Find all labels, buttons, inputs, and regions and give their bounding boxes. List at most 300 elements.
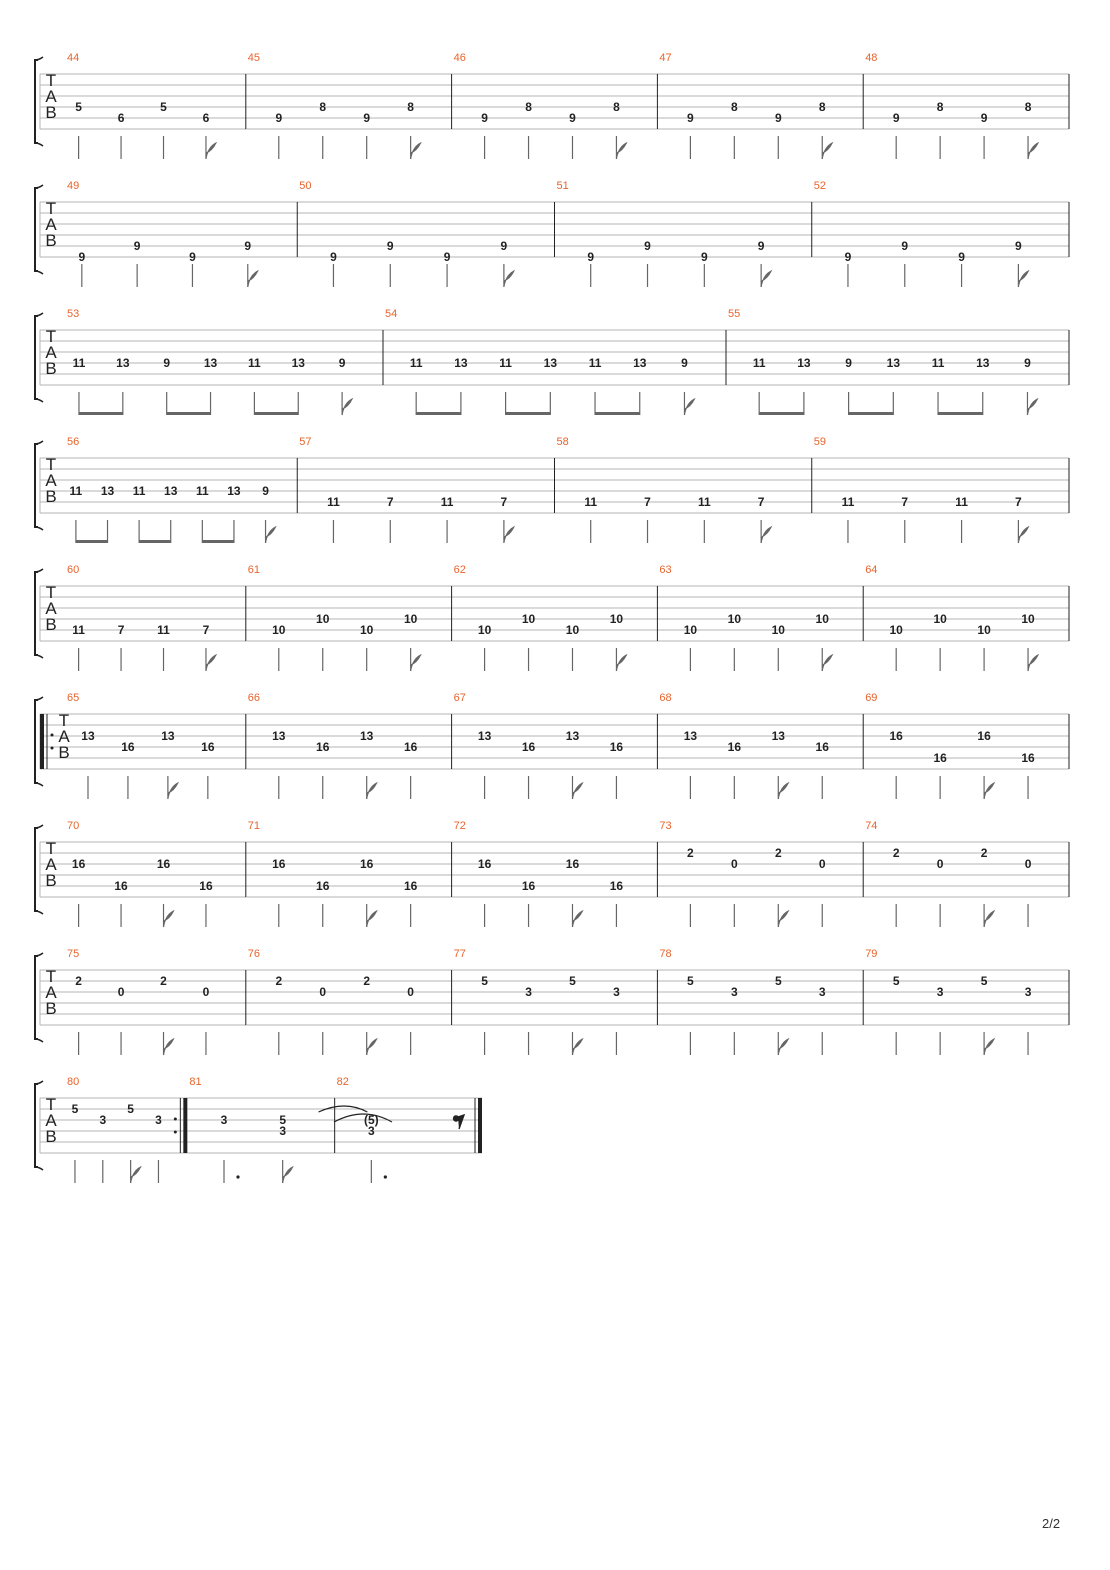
fret-number: 9 bbox=[844, 250, 852, 264]
fret-number: 9 bbox=[901, 239, 909, 253]
eighth-flag bbox=[1028, 143, 1038, 159]
measure-number: 65 bbox=[67, 692, 80, 704]
measure-number: 56 bbox=[67, 436, 80, 448]
eighth-flag bbox=[131, 1167, 141, 1183]
bracket-hook-bottom bbox=[35, 911, 43, 914]
fret-number: 10 bbox=[727, 612, 742, 626]
fret-number: 8 bbox=[936, 100, 944, 114]
measure-number: 47 bbox=[659, 52, 672, 64]
fret-number: 0 bbox=[407, 985, 414, 999]
fret-number: 3 bbox=[99, 1113, 107, 1127]
fret-number: 9 bbox=[133, 239, 141, 253]
fret-number: 2 bbox=[687, 846, 694, 860]
fret-number: 10 bbox=[272, 623, 286, 637]
beam bbox=[849, 412, 894, 415]
fret-number: 9 bbox=[845, 356, 852, 370]
fret-number: 3 bbox=[936, 985, 944, 999]
measure-number: 81 bbox=[189, 1076, 202, 1088]
eighth-flag bbox=[822, 143, 832, 159]
dot bbox=[384, 1175, 387, 1178]
measure-number: 58 bbox=[556, 436, 569, 448]
final-thick-bar bbox=[478, 1098, 482, 1153]
beam bbox=[79, 412, 123, 415]
measure-number: 77 bbox=[453, 948, 466, 960]
fret-number: 16 bbox=[316, 879, 330, 893]
fret-number: 9 bbox=[386, 239, 394, 253]
eighth-flag bbox=[1027, 399, 1037, 415]
fret-number: 13 bbox=[360, 729, 374, 743]
fret-number: 11 bbox=[157, 623, 170, 637]
fret-number: 13 bbox=[227, 484, 241, 498]
measure-number: 71 bbox=[247, 820, 261, 832]
dot bbox=[236, 1175, 239, 1178]
fret-number: 6 bbox=[202, 111, 210, 125]
eighth-flag bbox=[984, 783, 994, 799]
eighth-flag bbox=[684, 399, 694, 415]
fret-number: 16 bbox=[71, 857, 86, 871]
fret-number: 16 bbox=[403, 879, 418, 893]
fret-number: 5 bbox=[279, 1113, 287, 1127]
eighth-flag bbox=[616, 143, 626, 159]
fret-number: 13 bbox=[683, 729, 698, 743]
tab-clef-letter: B bbox=[45, 1127, 57, 1146]
fret-number: 3 bbox=[818, 985, 826, 999]
measure-number: 55 bbox=[728, 308, 741, 320]
fret-number: 16 bbox=[565, 857, 580, 871]
fret-number: 3 bbox=[155, 1113, 162, 1127]
fret-number: 0 bbox=[818, 857, 826, 871]
fret-number: 16 bbox=[403, 740, 418, 754]
bracket-hook-top bbox=[35, 57, 43, 60]
fret-number: 3 bbox=[220, 1113, 228, 1127]
bracket-hook-bottom bbox=[35, 783, 43, 786]
eighth-flag bbox=[164, 911, 174, 927]
tab-system bbox=[35, 180, 1069, 287]
measure-number: 67 bbox=[453, 692, 466, 704]
eighth-flag bbox=[504, 527, 514, 543]
system-bracket bbox=[35, 60, 38, 143]
bracket-hook-top bbox=[35, 697, 43, 700]
tab-clef-letter: T bbox=[58, 711, 70, 730]
fret-number: 11 bbox=[752, 356, 766, 370]
eighth-flag bbox=[411, 143, 421, 159]
fret-number: 9 bbox=[681, 356, 688, 370]
fret-number: 10 bbox=[771, 623, 785, 637]
repeat-dot bbox=[51, 734, 54, 737]
fret-number: 11 bbox=[588, 356, 602, 370]
fret-number: 2 bbox=[980, 846, 988, 860]
measure-number: 75 bbox=[67, 948, 80, 960]
fret-number: 7 bbox=[644, 495, 651, 509]
measure-number: 69 bbox=[865, 692, 878, 704]
tab-clef-letter: B bbox=[45, 487, 57, 506]
fret-number: 10 bbox=[316, 612, 330, 626]
fret-number: 10 bbox=[933, 612, 947, 626]
fret-number: 9 bbox=[1015, 239, 1022, 253]
fret-number: 10 bbox=[360, 623, 374, 637]
fret-number: 13 bbox=[454, 356, 468, 370]
eighth-flag bbox=[367, 1039, 377, 1055]
fret-number: 0 bbox=[319, 985, 327, 999]
eighth-flag bbox=[822, 655, 832, 671]
eighth-flag bbox=[283, 1167, 293, 1183]
fret-number: 13 bbox=[543, 356, 558, 370]
tab-clef-letter: A bbox=[45, 1111, 57, 1130]
fret-number: 2 bbox=[75, 974, 82, 988]
fret-number: 11 bbox=[69, 484, 83, 498]
fret-number: 9 bbox=[958, 250, 965, 264]
bracket-hook-bottom bbox=[35, 271, 43, 274]
tab-clef-letter: A bbox=[45, 983, 57, 1002]
fret-number: 9 bbox=[644, 239, 651, 253]
measure-number: 64 bbox=[865, 564, 878, 576]
eighth-flag bbox=[206, 655, 216, 671]
measure-number: 72 bbox=[453, 820, 466, 832]
fret-number: 8 bbox=[730, 100, 738, 114]
eighth-flag bbox=[984, 1039, 994, 1055]
fret-number: 9 bbox=[700, 250, 708, 264]
eighth-flag bbox=[206, 143, 216, 159]
measure-number: 50 bbox=[299, 180, 312, 192]
eighth-flag bbox=[504, 271, 514, 287]
fret-number: 10 bbox=[477, 623, 492, 637]
tab-clef-letter: B bbox=[45, 103, 57, 122]
measure-number: 61 bbox=[247, 564, 261, 576]
repeat-end-thick-bar bbox=[183, 1098, 187, 1153]
fret-number: 7 bbox=[202, 623, 210, 637]
eighth-flag bbox=[342, 399, 352, 415]
fret-number: 16 bbox=[360, 857, 374, 871]
measure-number: 74 bbox=[865, 820, 878, 832]
measure-number: 66 bbox=[247, 692, 261, 704]
fret-number: 16 bbox=[121, 740, 135, 754]
eighth-flag bbox=[168, 783, 178, 799]
beam bbox=[506, 412, 551, 415]
bracket-hook-bottom bbox=[35, 655, 43, 658]
fret-number: 0 bbox=[936, 857, 944, 871]
eighth-flag bbox=[761, 271, 771, 287]
fret-number: 2 bbox=[363, 974, 371, 988]
bracket-hook-top bbox=[35, 313, 43, 316]
fret-number: 16 bbox=[977, 729, 991, 743]
fret-number: 8 bbox=[818, 100, 826, 114]
fret-number: 9 bbox=[481, 111, 488, 125]
tab-clef-letter: T bbox=[45, 967, 57, 986]
system-bracket bbox=[35, 828, 38, 911]
eighth-flag bbox=[778, 1039, 788, 1055]
beam bbox=[759, 412, 804, 415]
fret-number: 7 bbox=[386, 495, 394, 509]
fret-number: 13 bbox=[203, 356, 218, 370]
fret-number: 16 bbox=[316, 740, 330, 754]
beam bbox=[938, 412, 983, 415]
measure-number: 51 bbox=[556, 180, 569, 192]
measure-number: 57 bbox=[299, 436, 312, 448]
fret-number: 16 bbox=[272, 857, 286, 871]
tab-clef-letter: T bbox=[45, 839, 57, 858]
fret-number: 13 bbox=[81, 729, 95, 743]
measure-number: 54 bbox=[385, 308, 398, 320]
fret-number: 3 bbox=[525, 985, 532, 999]
fret-number: 16 bbox=[815, 740, 829, 754]
fret-number: 5 bbox=[687, 974, 694, 988]
page-number: 2/2 bbox=[1042, 1516, 1061, 1531]
bracket-hook-top bbox=[35, 1081, 43, 1084]
measure-number: 53 bbox=[67, 308, 80, 320]
tab-clef-letter: A bbox=[45, 599, 57, 618]
fret-number: 16 bbox=[609, 879, 624, 893]
repeat-start-thick-bar bbox=[40, 714, 44, 769]
measure-number: 80 bbox=[67, 1076, 80, 1088]
fret-number: 6 bbox=[117, 111, 125, 125]
system-bracket bbox=[35, 956, 38, 1039]
fret-number: 13 bbox=[771, 729, 785, 743]
fret-number: 10 bbox=[609, 612, 624, 626]
fret-number: 2 bbox=[160, 974, 167, 988]
repeat-dot bbox=[174, 1131, 177, 1134]
fret-number: 11 bbox=[841, 495, 855, 509]
fret-number: 10 bbox=[565, 623, 580, 637]
bracket-hook-top bbox=[35, 569, 43, 572]
fret-number: 10 bbox=[403, 612, 418, 626]
tab-system bbox=[35, 564, 1069, 671]
fret-number: 9 bbox=[244, 239, 252, 253]
fret-number: 5 bbox=[980, 974, 988, 988]
eighth-flag bbox=[572, 911, 582, 927]
measure-number: 45 bbox=[247, 52, 261, 64]
fret-number: 11 bbox=[584, 495, 598, 509]
bracket-hook-top bbox=[35, 953, 43, 956]
fret-number: 16 bbox=[521, 879, 536, 893]
beam bbox=[254, 412, 298, 415]
fret-number: 9 bbox=[78, 250, 86, 264]
fret-number: 16 bbox=[114, 879, 128, 893]
tab-system bbox=[35, 692, 1069, 799]
beam bbox=[595, 412, 640, 415]
bracket-hook-top bbox=[35, 185, 43, 188]
beam bbox=[76, 540, 108, 543]
eighth-flag bbox=[367, 783, 377, 799]
measure-number: 73 bbox=[659, 820, 672, 832]
fret-number: 9 bbox=[330, 250, 337, 264]
fret-number: 9 bbox=[774, 111, 782, 125]
measure-number: 48 bbox=[865, 52, 878, 64]
fret-number: 9 bbox=[363, 111, 371, 125]
measure-number: 82 bbox=[336, 1076, 349, 1088]
tab-clef-letter: B bbox=[45, 359, 57, 378]
fret-number: 11 bbox=[327, 495, 340, 509]
tab-clef-letter: A bbox=[58, 727, 70, 746]
tab-clef-letter: A bbox=[45, 471, 57, 490]
tab-clef-letter: A bbox=[45, 215, 57, 234]
fret-number: 9 bbox=[892, 111, 900, 125]
system-bracket bbox=[35, 1084, 38, 1167]
fret-number: 11 bbox=[72, 623, 85, 637]
fret-number: 5 bbox=[71, 1102, 79, 1116]
fret-number: (5) bbox=[363, 1113, 379, 1127]
fret-number: 11 bbox=[499, 356, 512, 370]
fret-number: 13 bbox=[565, 729, 580, 743]
fret-number: 16 bbox=[199, 879, 213, 893]
fret-number: 13 bbox=[886, 356, 901, 370]
fret-number: 13 bbox=[161, 729, 175, 743]
tab-clef-letter: A bbox=[45, 87, 57, 106]
fret-number: 11 bbox=[72, 356, 86, 370]
beam bbox=[139, 540, 171, 543]
tab-system bbox=[35, 308, 1069, 415]
tab-system bbox=[35, 52, 1069, 159]
system-bracket bbox=[35, 572, 38, 655]
measure-number: 49 bbox=[67, 180, 80, 192]
fret-number: 3 bbox=[613, 985, 620, 999]
fret-number: 9 bbox=[569, 111, 576, 125]
fret-number: 9 bbox=[275, 111, 283, 125]
fret-number: 10 bbox=[1021, 612, 1035, 626]
eighth-flag bbox=[984, 911, 994, 927]
fret-number: 11 bbox=[132, 484, 146, 498]
fret-number: 3 bbox=[279, 1124, 287, 1138]
bracket-hook-bottom bbox=[35, 1039, 43, 1042]
eighth-flag bbox=[367, 911, 377, 927]
fret-number: 0 bbox=[202, 985, 210, 999]
measure-number: 44 bbox=[67, 52, 80, 64]
eighth-flag bbox=[616, 655, 626, 671]
eighth-flag bbox=[1018, 271, 1028, 287]
fret-number: 0 bbox=[730, 857, 738, 871]
fret-number: 5 bbox=[481, 974, 488, 988]
fret-number: 9 bbox=[163, 356, 171, 370]
fret-number: 9 bbox=[587, 250, 595, 264]
fret-number: 16 bbox=[933, 751, 947, 765]
fret-number: 9 bbox=[338, 356, 346, 370]
fret-number: 0 bbox=[117, 985, 125, 999]
tab-clef-letter: B bbox=[45, 231, 57, 250]
measure-number: 68 bbox=[659, 692, 672, 704]
eighth-flag bbox=[1018, 527, 1028, 543]
fret-number: 13 bbox=[100, 484, 115, 498]
fret-number: 10 bbox=[521, 612, 536, 626]
fret-number: 8 bbox=[613, 100, 620, 114]
fret-number: 7 bbox=[500, 495, 508, 509]
fret-number: 16 bbox=[889, 729, 903, 743]
fret-number: 11 bbox=[931, 356, 945, 370]
eighth-flag bbox=[572, 1039, 582, 1055]
beam bbox=[167, 412, 211, 415]
bracket-hook-top bbox=[35, 825, 43, 828]
measure-number: 46 bbox=[453, 52, 466, 64]
tab-clef-letter: A bbox=[45, 855, 57, 874]
eighth-flag bbox=[164, 1039, 174, 1055]
fret-number: 8 bbox=[407, 100, 414, 114]
tab-system bbox=[35, 948, 1069, 1055]
fret-number: 5 bbox=[892, 974, 900, 988]
fret-number: 2 bbox=[774, 846, 782, 860]
fret-number: 11 bbox=[440, 495, 454, 509]
bracket-hook-bottom bbox=[35, 527, 43, 530]
fret-number: 9 bbox=[980, 111, 988, 125]
fret-number: 9 bbox=[500, 239, 508, 253]
fret-number: 11 bbox=[955, 495, 968, 509]
fret-number: 5 bbox=[75, 100, 82, 114]
tab-system bbox=[35, 820, 1069, 927]
tab-clef-letter: A bbox=[45, 343, 57, 362]
fret-number: 13 bbox=[797, 356, 811, 370]
fret-number: 9 bbox=[757, 239, 765, 253]
fret-number: 13 bbox=[272, 729, 286, 743]
fret-number: 3 bbox=[1024, 985, 1032, 999]
tab-clef-letter: T bbox=[45, 71, 57, 90]
fret-number: 13 bbox=[291, 356, 305, 370]
fret-number: 13 bbox=[164, 484, 178, 498]
fret-number: 13 bbox=[633, 356, 647, 370]
eighth-flag bbox=[761, 527, 771, 543]
tab-clef-letter: B bbox=[45, 999, 57, 1018]
fret-number: 11 bbox=[248, 356, 261, 370]
bracket-hook-bottom bbox=[35, 143, 43, 146]
fret-number: 7 bbox=[1015, 495, 1022, 509]
fret-number: 13 bbox=[976, 356, 990, 370]
fret-number: 5 bbox=[774, 974, 782, 988]
measure-number: 79 bbox=[865, 948, 878, 960]
fret-number: 2 bbox=[892, 846, 900, 860]
fret-number: 3 bbox=[730, 985, 738, 999]
measure-number: 59 bbox=[813, 436, 826, 448]
system-bracket bbox=[35, 700, 38, 783]
fret-number: 0 bbox=[1024, 857, 1032, 871]
tab-clef-letter: T bbox=[45, 199, 57, 218]
measure-number: 62 bbox=[453, 564, 466, 576]
fret-number: 13 bbox=[477, 729, 492, 743]
eighth-flag bbox=[778, 911, 788, 927]
beam bbox=[202, 540, 234, 543]
tab-clef-letter: T bbox=[45, 583, 57, 602]
fret-number: 8 bbox=[319, 100, 327, 114]
tab-clef-letter: T bbox=[45, 1095, 57, 1114]
measure-number: 76 bbox=[247, 948, 261, 960]
repeat-dot bbox=[51, 747, 54, 750]
fret-number: 8 bbox=[1024, 100, 1032, 114]
bracket-hook-top bbox=[35, 441, 43, 444]
bracket-hook-bottom bbox=[35, 1167, 43, 1170]
fret-number: 5 bbox=[569, 974, 576, 988]
fret-number: 9 bbox=[189, 250, 196, 264]
tab-clef-letter: B bbox=[58, 743, 70, 762]
fret-number: 9 bbox=[1024, 356, 1031, 370]
fret-number: 2 bbox=[275, 974, 283, 988]
system-bracket bbox=[35, 444, 38, 527]
fret-number: 11 bbox=[697, 495, 711, 509]
fret-number: 7 bbox=[901, 495, 909, 509]
system-bracket bbox=[35, 188, 38, 271]
tab-system bbox=[35, 436, 1069, 543]
fret-number: 16 bbox=[609, 740, 624, 754]
fret-number: 16 bbox=[521, 740, 536, 754]
fret-number: 13 bbox=[116, 356, 130, 370]
fret-number: 10 bbox=[683, 623, 698, 637]
measure-number: 78 bbox=[659, 948, 672, 960]
eighth-flag bbox=[411, 655, 421, 671]
fret-number: 10 bbox=[815, 612, 829, 626]
fret-number: 16 bbox=[727, 740, 742, 754]
fret-number: 7 bbox=[757, 495, 765, 509]
fret-number: 16 bbox=[477, 857, 492, 871]
measure-number: 60 bbox=[67, 564, 80, 576]
fret-number: 10 bbox=[889, 623, 903, 637]
measure-number: 52 bbox=[813, 180, 826, 192]
bracket-hook-bottom bbox=[35, 399, 43, 402]
fret-number: 9 bbox=[687, 111, 694, 125]
fret-number: 16 bbox=[201, 740, 215, 754]
